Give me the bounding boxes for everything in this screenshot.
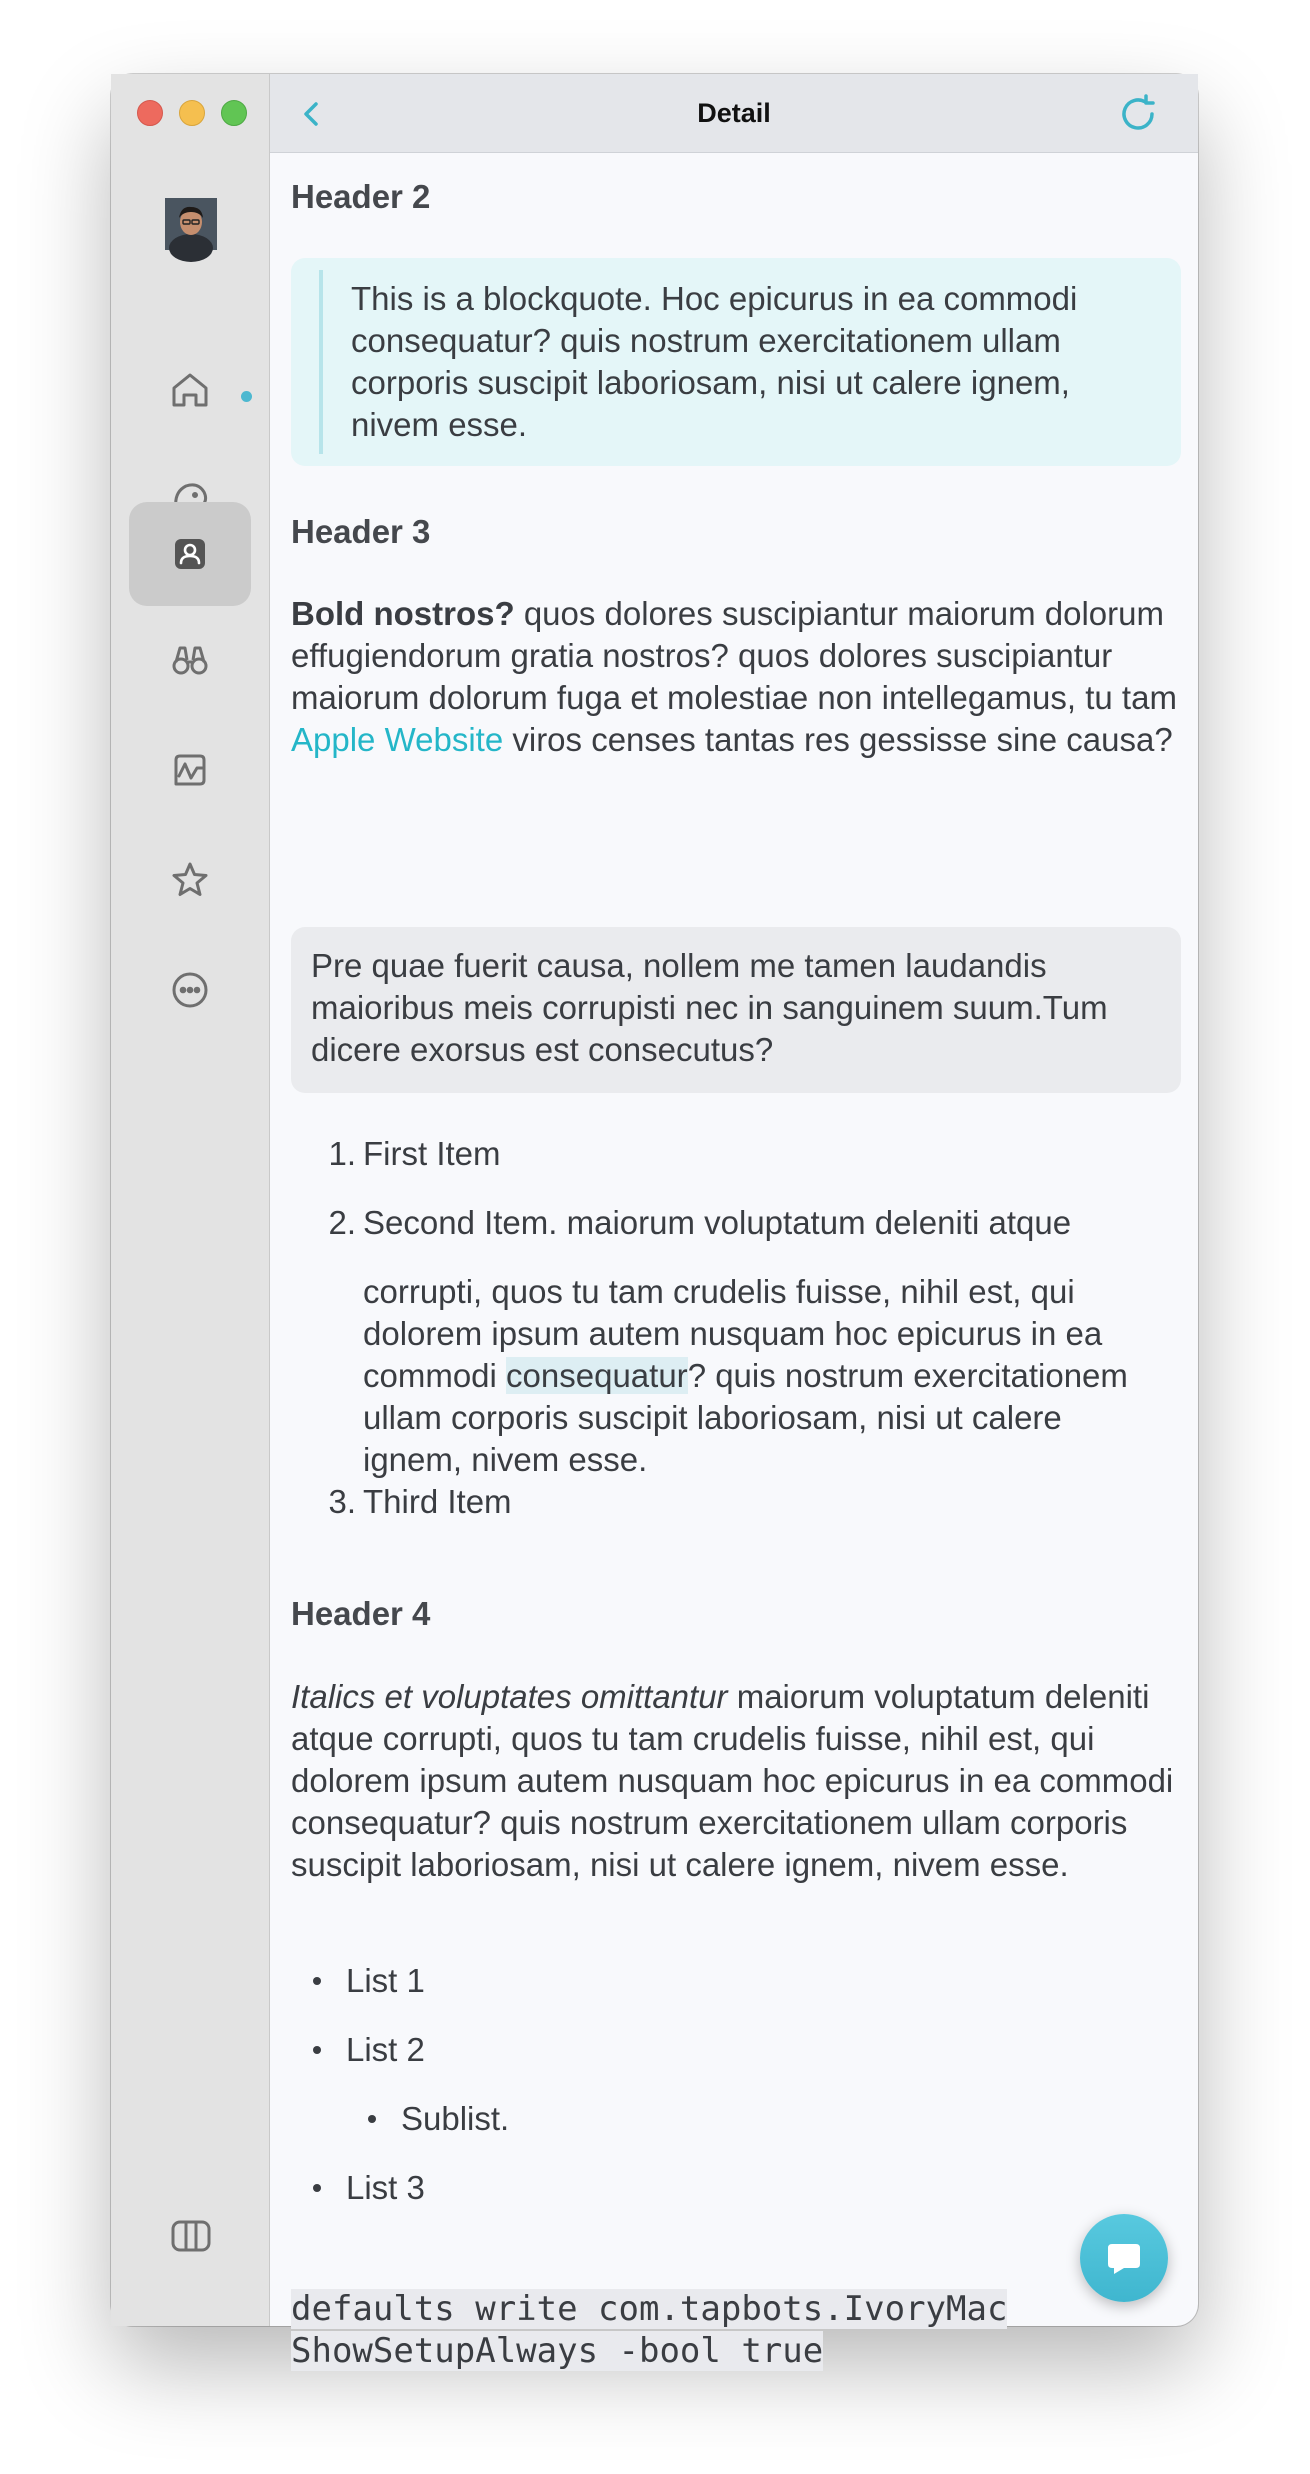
home-icon bbox=[168, 368, 212, 412]
app-window bbox=[111, 74, 1198, 2371]
paragraph-italic bbox=[291, 1676, 1181, 1886]
avatar[interactable] bbox=[165, 198, 217, 250]
window-controls bbox=[137, 100, 247, 126]
bold-text: Bold nostros? bbox=[291, 595, 515, 632]
refresh-icon bbox=[1116, 92, 1160, 136]
apple-website-link[interactable]: Apple Website bbox=[291, 721, 504, 758]
list-number: 2. bbox=[328, 1204, 356, 1241]
paragraph-text: quos dolores suscipiantur maiorum dolorum effugiendorum gratia nostros? quos dolores suscipiantur maiorum dolorum fuga et molestiae non intellegamus, tu tam bbox=[291, 595, 1177, 716]
sidebar-item-home[interactable] bbox=[129, 338, 251, 442]
list-item-text: Second Item. maiorum voluptatum deleniti atque bbox=[363, 1204, 1072, 1241]
profile-icon bbox=[168, 532, 212, 576]
sidebar-toggle-icon bbox=[169, 2214, 213, 2258]
zoom-window-button[interactable] bbox=[221, 100, 247, 126]
highlighted-word: consequatur bbox=[506, 1357, 688, 1394]
header-3: Header 3 bbox=[291, 513, 431, 550]
window-title: Detail bbox=[697, 98, 771, 128]
code-line-1: defaults write com.tapbots.IvoryMac bbox=[291, 2289, 1008, 2329]
minimize-window-button[interactable] bbox=[179, 100, 205, 126]
paragraph-text: maiorum voluptatum deleniti atque corrupti, quos tu tam crudelis fuisse, nihil est, qui dolorem ipsum autem nusquam hoc epicurus in ea commodi consequatur? quis nostrum exercitationem ullam corporis suscipit laboriosam, nisi ut calere ignem, nivem esse. bbox=[291, 1678, 1174, 1883]
list-item-text: List 3 bbox=[346, 2169, 425, 2206]
activity-icon bbox=[168, 748, 212, 792]
refresh-button[interactable] bbox=[1116, 92, 1160, 136]
continuation-before: corrupti, quos tu tam crudelis fuisse, nihil est, qui dolorem ipsum autem nusquam hoc epicurus in ea commodi bbox=[363, 1273, 1103, 1394]
star-icon bbox=[168, 858, 212, 902]
sidebar-toggle-button[interactable] bbox=[169, 2214, 213, 2258]
sidebar-item-favorites[interactable] bbox=[129, 828, 251, 932]
notification-badge bbox=[241, 391, 252, 402]
list-item-text: First Item bbox=[363, 1135, 501, 1172]
chat-bubble-icon bbox=[1102, 2236, 1146, 2280]
header-4: Header 4 bbox=[291, 1595, 431, 1632]
blockquote bbox=[291, 258, 1181, 466]
continuation-after: ? quis nostrum exercitationem ullam corporis suscipit laboriosam, nisi ut calere ignem, nivem esse. bbox=[363, 1357, 1128, 1478]
bullet bbox=[313, 2046, 321, 2054]
list-item-continuation-text bbox=[363, 1271, 1163, 1481]
blockquote-bar bbox=[319, 270, 323, 454]
italic-text: Italics et voluptates omittantur bbox=[291, 1678, 728, 1715]
list-number: 1. bbox=[328, 1135, 356, 1172]
compose-button[interactable] bbox=[1080, 2214, 1168, 2302]
bullet bbox=[313, 1977, 321, 1985]
close-window-button[interactable] bbox=[137, 100, 163, 126]
code-line-2: ShowSetupAlways -bool true bbox=[291, 2331, 824, 2371]
inline-code bbox=[291, 2288, 1007, 2372]
header-2: Header 2 bbox=[291, 178, 431, 215]
code-block bbox=[291, 927, 1181, 1093]
paragraph-bold bbox=[291, 593, 1181, 761]
list-number: 3. bbox=[328, 1483, 356, 1520]
code-block-text: Pre quae fuerit causa, nollem me tamen laudandis maioribus meis corrupisti nec in sanguinem suum.Tum dicere exorsus est consecutus? bbox=[311, 947, 1108, 1068]
list-item-text: Sublist. bbox=[401, 2100, 510, 2137]
sidebar-item-activity[interactable] bbox=[129, 718, 251, 822]
blockquote-text: This is a blockquote. Hoc epicurus in ea commodi consequatur? quis nostrum exercitationem ullam corporis suscipit laboriosam, nisi ut calere ignem, nivem esse. bbox=[351, 280, 1078, 443]
list-item-text: List 1 bbox=[346, 1962, 425, 1999]
toolbar bbox=[270, 74, 1198, 153]
more-icon bbox=[168, 968, 212, 1012]
sidebar-item-profile[interactable] bbox=[129, 502, 251, 606]
sidebar-item-more[interactable] bbox=[129, 938, 251, 1042]
post-detail-content bbox=[291, 152, 1181, 2371]
paragraph-text-end: viros censes tantas res gessisse sine causa? bbox=[503, 721, 1173, 758]
list-item-text: Third Item bbox=[363, 1483, 512, 1520]
bullet bbox=[313, 2184, 321, 2192]
sidebar-item-explore[interactable] bbox=[129, 608, 251, 712]
binoculars-icon bbox=[168, 638, 212, 682]
list-item-text: List 2 bbox=[346, 2031, 425, 2068]
sidebar bbox=[111, 74, 270, 2326]
bullet bbox=[368, 2115, 376, 2123]
